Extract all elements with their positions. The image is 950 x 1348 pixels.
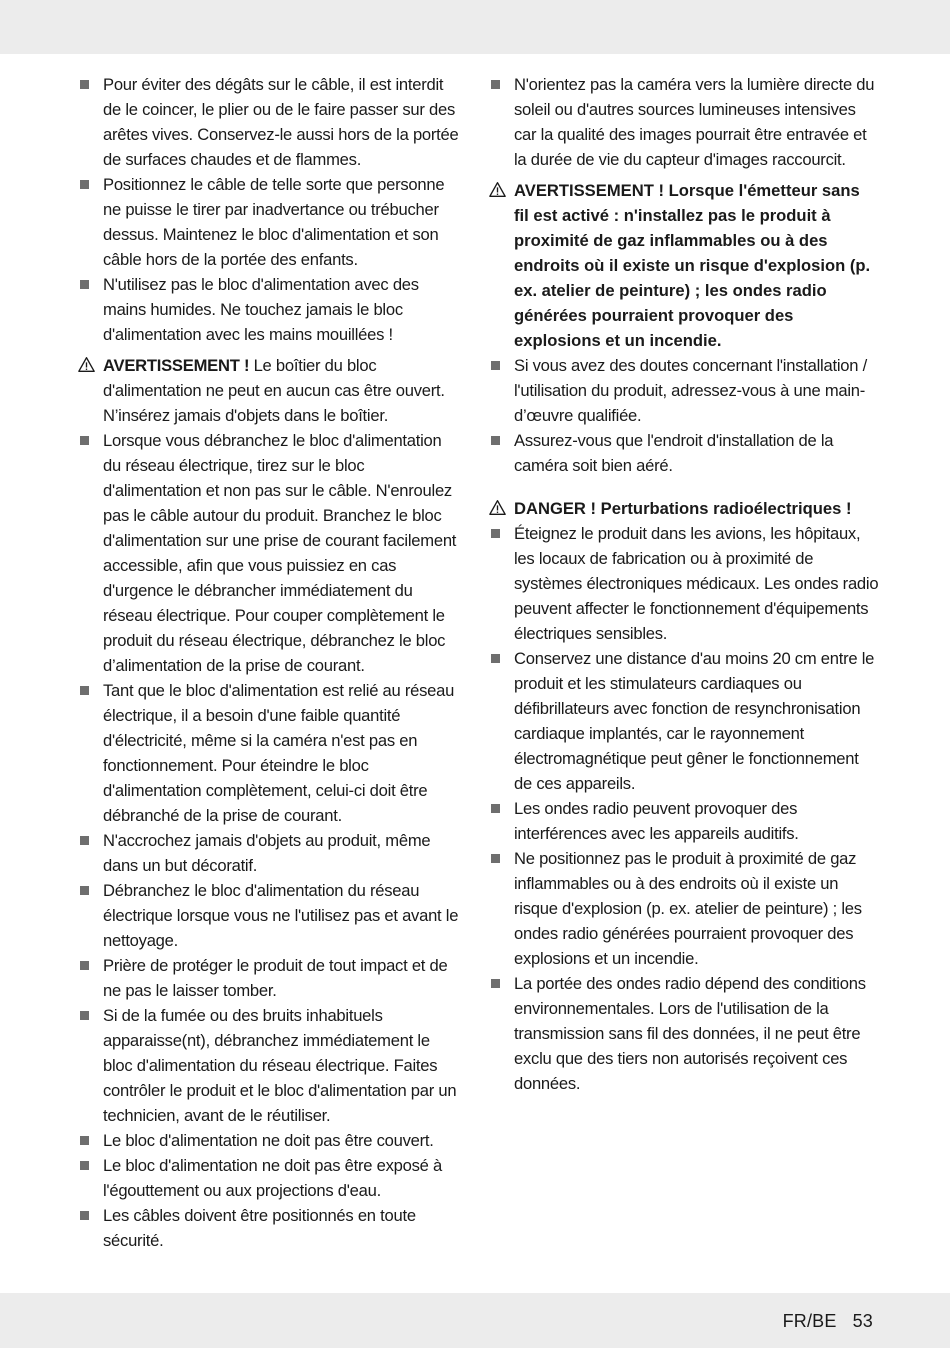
danger-heading [489,496,879,521]
item-text: Si vous avez des doutes concernant l'installation / l'utilisation du produit, adressez-vous à une main-d’œuvre qualifiée. [514,356,867,425]
warning-notice [78,353,463,428]
left-column [78,72,463,1253]
list-item [78,428,463,678]
item-text: Le bloc d'alimentation ne doit pas être exposé à l'égouttement ou aux projections d'eau. [103,1156,442,1200]
list-item [489,846,879,971]
item-text: N'orientez pas la caméra vers la lumière directe du soleil ou d'autres sources lumineuses intensives car la qualité des images pourrait être entravée et la durée de vie du capteur d'images raccourcit. [514,75,875,169]
square-bullet-icon [80,1136,89,1145]
list-item [78,1203,463,1253]
item-text: Si de la fumée ou des bruits inhabituels apparaisse(nt), débranchez immédiatement le bloc d'alimentation du réseau électrique. Faites contrôler le produit et le bloc d'alimentation par un technicien, avant de le réutiliser. [103,1006,457,1125]
list-item [489,796,879,846]
page-footer [783,1308,873,1334]
square-bullet-icon [80,180,89,189]
square-bullet-icon [80,80,89,89]
list-item [78,828,463,878]
square-bullet-icon [80,836,89,845]
warning-label: AVERTISSEMENT ! [103,356,250,375]
square-bullet-icon [80,1011,89,1020]
header-band [0,0,950,54]
warning-triangle-icon [489,499,506,516]
list-item [78,1153,463,1203]
item-text: Pour éviter des dégâts sur le câble, il est interdit de le coincer, le plier ou de le faire passer sur des arêtes vives. Conservez-le aussi hors de la portée de surfaces chaudes et de flammes. [103,75,459,169]
square-bullet-icon [80,436,89,445]
square-bullet-icon [491,804,500,813]
warning-notice [489,178,879,353]
list-item [78,272,463,347]
list-item [78,953,463,1003]
warning-text: AVERTISSEMENT ! Lorsque l'émetteur sans fil est activé : n'installez pas le produit à proximité de gaz inflammables ou à des endroits où il existe un risque d'explosion (p. ex. atelier de peinture) ; les ondes radio générées pourraient provoquer des explosions et un incendie. [514,181,871,350]
list-item [489,428,879,478]
item-text: Positionnez le câble de telle sorte que personne ne puisse le tirer par inadvertance ou trébucher dessus. Maintenez le bloc d'alimentation et son câble hors de la portée des enfants. [103,175,445,269]
warning-triangle-icon [78,356,95,373]
item-text: Les ondes radio peuvent provoquer des interférences avec les appareils auditifs. [514,799,799,843]
item-text: Conservez une distance d'au moins 20 cm entre le produit et les stimulateurs cardiaques ou défibrillateurs avec fonction de resynchronisation cardiaque implantés, car le rayonnement électromagnétique peut gêner le fonctionnement de ces appareils. [514,649,875,793]
item-text: Le bloc d'alimentation ne doit pas être couvert. [103,1131,434,1150]
list-item [78,72,463,172]
item-text: Débranchez le bloc d'alimentation du réseau électrique lorsque vous ne l'utilisez pas et avant le nettoyage. [103,881,459,950]
item-text: N'utilisez pas le bloc d'alimentation avec des mains humides. Ne touchez jamais le bloc d'alimentation avec les mains mouillées ! [103,275,419,344]
list-item [489,353,879,428]
item-text: Lorsque vous débranchez le bloc d'alimentation du réseau électrique, tirez sur le bloc d'alimentation et non pas sur le câble. N'enroulez pas le câble autour du produit. Branchez le bloc d'alimentation sur une prise de courant facilement accessible, afin que vous puissiez en cas d'urgence le débrancher immédiatement du réseau électrique. Pour couper complètement le produit du réseau électrique, débranchez le bloc d’alimentation de la prise de courant. [103,431,457,675]
item-text: La portée des ondes radio dépend des conditions environnementales. Lors de l'utilisation de la transmission sans fil des données, il ne peut être exclu que des tiers non autorisés reçoivent ces données. [514,974,866,1093]
list-item [78,172,463,272]
list-item [489,971,879,1096]
square-bullet-icon [80,1161,89,1170]
list-item [489,521,879,646]
square-bullet-icon [491,80,500,89]
warning-triangle-icon [489,181,506,198]
square-bullet-icon [491,979,500,988]
item-text: N'accrochez jamais d'objets au produit, même dans un but décoratif. [103,831,431,875]
square-bullet-icon [491,436,500,445]
square-bullet-icon [491,654,500,663]
item-text: Assurez-vous que l'endroit d'installation de la caméra soit bien aéré. [514,431,834,475]
square-bullet-icon [80,961,89,970]
page-number: 53 [852,1311,873,1331]
item-text: Ne positionnez pas le produit à proximité de gaz inflammables ou à des endroits où il existe un risque d'explosion (p. ex. atelier de peinture) ; les ondes radio générées pourraient provoquer des explosions et un incendie. [514,849,862,968]
list-item [78,1003,463,1128]
square-bullet-icon [491,854,500,863]
item-text: Éteignez le produit dans les avions, les hôpitaux, les locaux de fabrication ou à proximité de systèmes électroniques médicaux. Les ondes radio peuvent affecter le fonctionnement d'équipements électriques sensibles. [514,524,879,643]
list-item [489,646,879,796]
list-item [78,1128,463,1153]
language-code: FR/BE [782,1311,837,1331]
square-bullet-icon [80,886,89,895]
item-text: Les câbles doivent être positionnés en toute sécurité. [103,1206,416,1250]
square-bullet-icon [491,529,500,538]
item-text: Prière de protéger le produit de tout impact et de ne pas le laisser tomber. [103,956,448,1000]
square-bullet-icon [491,361,500,370]
list-item [78,878,463,953]
square-bullet-icon [80,280,89,289]
warning-text: Le boîtier du bloc d'alimentation ne peut en aucun cas être ouvert. N’insérez jamais d'objets dans le boîtier. [103,356,445,425]
list-item [489,72,879,172]
right-column [489,72,879,1096]
item-text: Tant que le bloc d'alimentation est relié au réseau électrique, il a besoin d'une faible quantité d'électricité, même si la caméra n'est pas en fonctionnement. Pour éteindre le bloc d'alimentation complètement, celui-ci doit être débranché de la prise de courant. [103,681,455,825]
square-bullet-icon [80,686,89,695]
list-item [78,678,463,828]
square-bullet-icon [80,1211,89,1220]
danger-title: DANGER ! Perturbations radioélectriques ! [514,499,852,518]
